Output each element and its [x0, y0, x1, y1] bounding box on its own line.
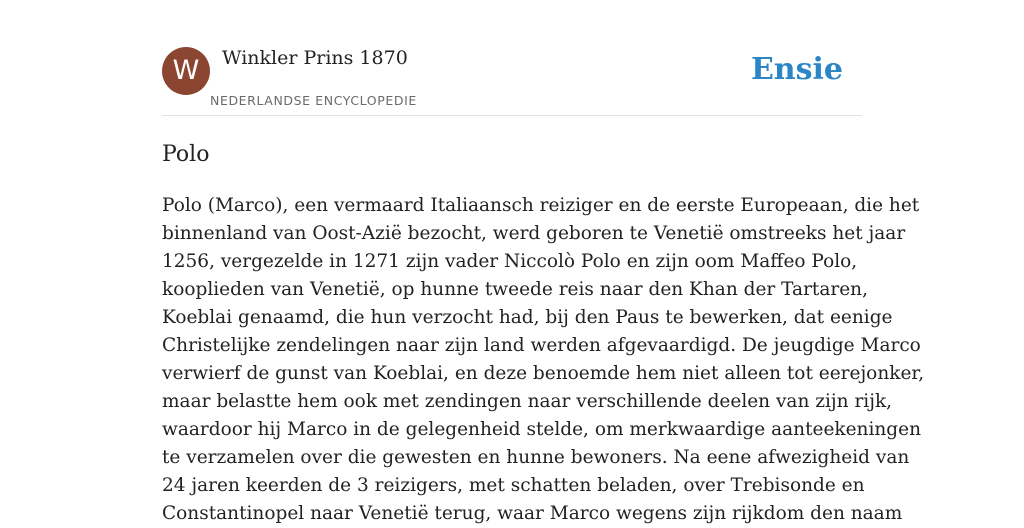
entry-body-line: Koeblai genaamd, die hun verzocht had, bij den Paus te bewerken, dat eenige	[162, 307, 893, 328]
entry-body-line: 1256, vergezelde in 1271 zijn vader Niccolò Polo en zijn oom Maffeo Polo,	[162, 251, 858, 272]
entry-body-line: kooplieden van Venetië, op hunne tweede reis naar den Khan der Tartaren,	[162, 279, 868, 300]
entry-body-line: Polo (Marco), een vermaard Italiaansch reiziger en de eerste Europeaan, die het	[162, 195, 920, 216]
source-avatar[interactable]: W	[162, 47, 210, 95]
source-subtitle: NEDERLANDSE ENCYCLOPEDIE	[210, 93, 417, 108]
entry-body-line: verwierf de gunst van Koeblai, en deze benoemde hem niet alleen tot eerejonker,	[162, 363, 925, 384]
entry-body-line: Christelijke zendelingen naar zijn land werden afgevaardigd. De jeugdige Marco	[162, 335, 921, 356]
entry-body-line: binnenland van Oost-Azië bezocht, werd geboren te Venetië omstreeks het jaar	[162, 223, 906, 244]
entry-body-line: 24 jaren keerden de 3 reizigers, met schatten beladen, over Trebisonde en	[162, 475, 865, 496]
entry-body-line: te verzamelen over die gewesten en hunne bewoners. Na eene afwezigheid van	[162, 447, 910, 468]
entry-body-line: maar belastte hem ook met zendingen naar verschillende deelen van zijn rijk,	[162, 391, 893, 412]
entry-body-line: Constantinopel naar Venetië terug, waar Marco wegens zijn rijkdom den naam	[162, 503, 903, 524]
entry-title: Polo	[162, 142, 210, 167]
entry-body-line: waardoor hij Marco in de gelegenheid stelde, om merkwaardige aanteekeningen	[162, 419, 922, 440]
source-title-link[interactable]: Winkler Prins 1870	[222, 47, 408, 69]
header-divider	[162, 115, 862, 116]
ensie-logo-link[interactable]: Ensie	[750, 52, 843, 87]
entry-body	[162, 192, 925, 528]
